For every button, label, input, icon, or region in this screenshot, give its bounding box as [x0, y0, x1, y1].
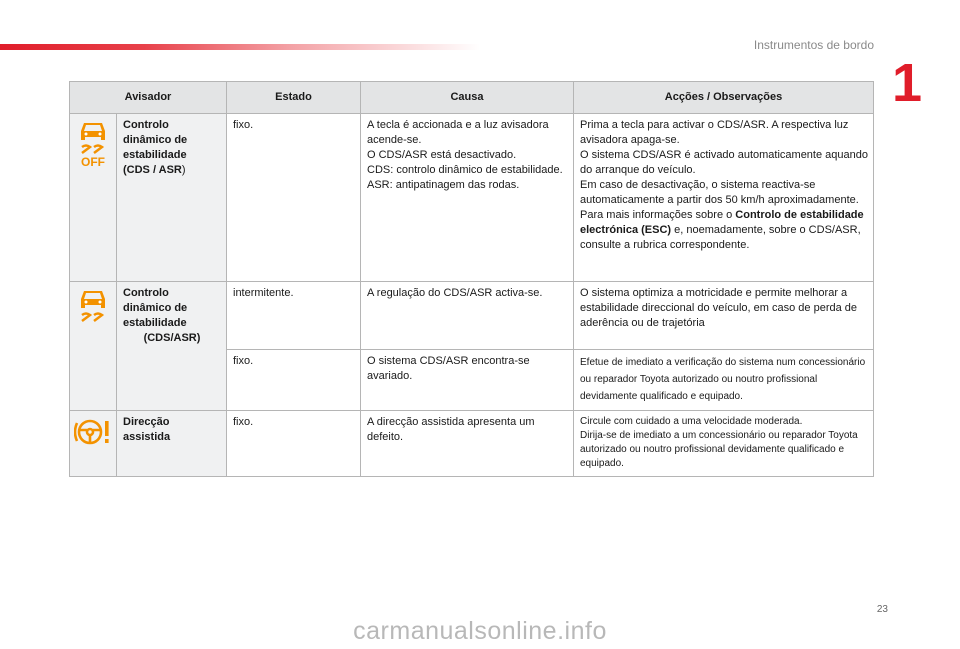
- watermark: carmanualsonline.info: [353, 617, 607, 645]
- icon-cell: [70, 411, 117, 477]
- column-header-estado: Estado: [227, 82, 361, 114]
- chapter-number: 1: [891, 53, 922, 113]
- table-row: [70, 114, 874, 282]
- state-cell: fixo.: [227, 350, 361, 411]
- page-number: 23: [876, 604, 888, 615]
- action-cell: Prima a tecla para activar o CDS/ASR. A respectiva luz avisadora apaga-se. O sistema CDS/ASR é activado automaticamente aquando do arranque do veículo. Em caso de desactivação, o sistema reactiva-se automaticamente a partir dos 50 km/h aproximadamente. Para mais informações sobre o Controlo de estabilidade electrónica (ESC) e, noemadamente, sobre o CDS/ASR, consulte a rubrica correspondente.: [574, 114, 874, 282]
- top-accent-bar: [0, 44, 480, 50]
- cause-cell: O sistema CDS/ASR encontra-se avariado.: [361, 350, 574, 411]
- cause-cell: A direcção assistida apresenta um defeito.: [361, 411, 574, 477]
- warning-lights-table: [69, 81, 874, 477]
- warning-name: Controlo dinâmico de estabilidade (CDS / ASR): [117, 114, 227, 282]
- svg-text:OFF: OFF: [81, 155, 105, 168]
- warning-name: Direcção assistida: [117, 411, 227, 477]
- icon-cell: [70, 282, 117, 411]
- cause-cell: A regulação do CDS/ASR activa-se.: [361, 282, 574, 350]
- state-cell: fixo.: [227, 114, 361, 282]
- column-header-causa: Causa: [361, 82, 574, 114]
- state-cell: intermitente.: [227, 282, 361, 350]
- action-cell: Efetue de imediato a verificação do sistema num concessionário ou reparador Toyota autorizado ou noutro profissional devidamente qualificado e equipado.: [574, 350, 874, 411]
- action-cell: Circule com cuidado a uma velocidade moderada. Dirija-se de imediato a um concessionário ou reparador Toyota autorizado ou noutro profissional devidamente qualificado e equipado.: [574, 411, 874, 477]
- esc-warning-icon: [74, 288, 112, 322]
- table-row: [70, 282, 874, 350]
- state-cell: fixo.: [227, 411, 361, 477]
- cross-reference: Controlo de estabilidade electrónica (ESC): [580, 209, 864, 236]
- cause-cell: A tecla é accionada e a luz avisadora acende-se. O CDS/ASR está desactivado. CDS: controlo dinâmico de estabilidade. ASR: antipatinagem das rodas.: [361, 114, 574, 282]
- icon-cell: [70, 114, 117, 282]
- warning-name: Controlo dinâmico de estabilidade (CDS/ASR): [117, 282, 227, 411]
- power-steering-warning-icon: [74, 417, 112, 447]
- table-row: [70, 411, 874, 477]
- action-cell: O sistema optimiza a motricidade e permite melhorar a estabilidade direccional do veículo, em caso de perda de aderência ou de trajetória: [574, 282, 874, 350]
- column-header-avisador: Avisador: [70, 82, 227, 114]
- section-title: Instrumentos de bordo: [753, 38, 874, 52]
- column-header-accoes: Acções / Observações: [574, 82, 874, 114]
- table-header-row: [70, 82, 874, 114]
- esc-off-warning-icon: [74, 120, 112, 168]
